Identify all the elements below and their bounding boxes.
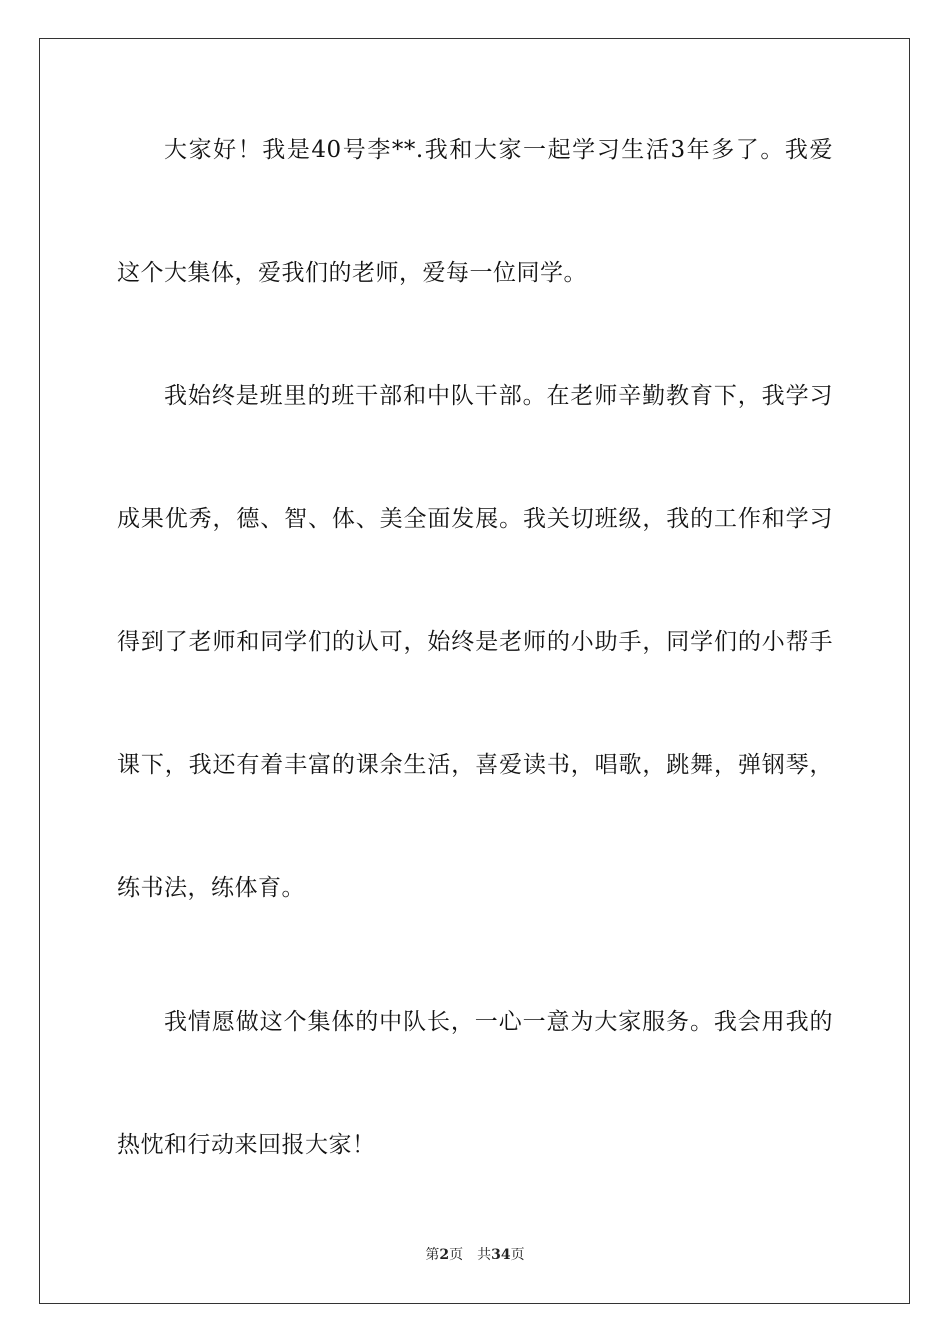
paragraph-2-line-4: 课下，我还有着丰富的课余生活，喜爱读书，唱歌，跳舞，弹钢琴， — [117, 752, 833, 778]
footer-total-suffix: 页 — [510, 1247, 525, 1263]
paragraph-1-line-2: 这个大集体，爱我们的老师，爱每一位同学。 — [117, 260, 587, 286]
footer-total-pages: 34 — [491, 1247, 511, 1263]
footer-page-suffix: 页 — [449, 1247, 464, 1263]
paragraph-1-line-1: 大家好！我是40号李**.我和大家一起学习生活3年多了。我爱 — [164, 137, 833, 163]
paragraph-3-line-1: 我情愿做这个集体的中队长，一心一意为大家服务。我会用我的 — [164, 1009, 833, 1035]
footer-page-prefix: 第 — [425, 1247, 440, 1263]
paragraph-2-line-2: 成果优秀，德、智、体、美全面发展。我关切班级，我的工作和学习 — [117, 506, 833, 532]
paragraph-2-line-5: 练书法，练体育。 — [117, 875, 305, 901]
paragraph-2-line-3: 得到了老师和同学们的认可，始终是老师的小助手，同学们的小帮手 — [117, 629, 833, 655]
page-footer — [0, 1246, 950, 1264]
paragraph-2-line-1: 我始终是班里的班干部和中队干部。在老师辛勤教育下，我学习 — [164, 383, 833, 409]
page-frame — [39, 38, 910, 1304]
footer-total-prefix: 共 — [477, 1247, 492, 1263]
footer-page-number: 2 — [439, 1247, 450, 1263]
paragraph-3-line-2: 热忱和行动来回报大家！ — [117, 1132, 376, 1158]
